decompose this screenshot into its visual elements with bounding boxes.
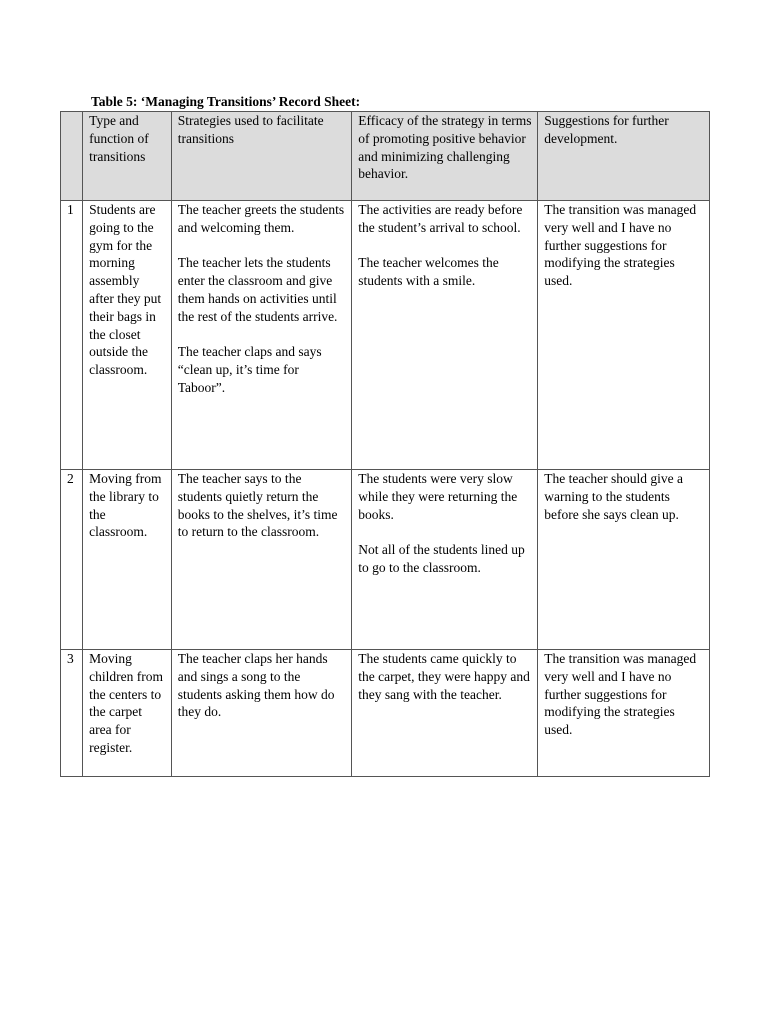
suggestions-text: The transition was managed very well and I have no further suggestions for modifying the strategies used. [544, 202, 697, 289]
efficacy-paragraph: The activities are ready before the student’s arrival to school. [358, 202, 523, 235]
suggestions-text: The transition was managed very well and I have no further suggestions for modifying the strategies used. [544, 651, 697, 738]
efficacy-cell [352, 470, 538, 650]
efficacy-paragraph: The teacher welcomes the students with a smile. [358, 255, 499, 289]
header-number [61, 112, 83, 201]
row-number: 1 [61, 201, 83, 470]
strategy-paragraph: The teacher says to the students quietly return the books to the shelves, it’s time to return to the classroom. [177, 471, 338, 540]
transition-type-cell [83, 201, 172, 470]
transition-type-cell [83, 650, 172, 777]
table-row [61, 201, 710, 470]
table-row [61, 650, 710, 777]
transition-type-text: Moving children from the centers to the carpet area for register. [89, 651, 163, 755]
efficacy-paragraph: Not all of the students lined up to go to the classroom. [358, 542, 525, 575]
strategies-cell [171, 470, 352, 650]
header-strategies: Strategies used to facilitate transitions [171, 112, 352, 201]
efficacy-paragraph: The students came quickly to the carpet, they were happy and they sang with the teacher. [358, 651, 530, 702]
header-type-function: Type and function of transitions [83, 112, 172, 201]
strategy-paragraph: The teacher claps and says “clean up, it’s time for Taboor”. [177, 344, 322, 395]
efficacy-paragraph: The students were very slow while they were returning the books. [358, 471, 518, 522]
strategy-paragraph: The teacher claps her hands and sings a song to the students asking them how do they do. [177, 651, 335, 720]
strategy-paragraph: The teacher lets the students enter the classroom and give them hands on activities until the rest of the students arrive. [177, 255, 338, 324]
suggestions-cell [538, 650, 710, 777]
transitions-record-table [60, 111, 710, 777]
header-suggestions: Suggestions for further development. [538, 112, 710, 201]
strategies-cell [171, 201, 352, 470]
strategies-cell [171, 650, 352, 777]
transition-type-text: Students are going to the gym for the morning assembly after they put their bags in the closet outside the classroom. [89, 202, 162, 378]
suggestions-text: The teacher should give a warning to the students before she says clean up. [544, 471, 683, 522]
table-header-row [61, 112, 710, 201]
efficacy-cell [352, 201, 538, 470]
header-efficacy: Efficacy of the strategy in terms of promoting positive behavior and minimizing challenging behavior. [352, 112, 538, 201]
transition-type-cell [83, 470, 172, 650]
efficacy-cell [352, 650, 538, 777]
strategy-paragraph: The teacher greets the students and welcoming them. [177, 202, 345, 235]
table-row [61, 470, 710, 650]
row-number: 3 [61, 650, 83, 777]
suggestions-cell [538, 470, 710, 650]
table-caption: Table 5: ‘Managing Transitions’ Record Sheet: [91, 94, 361, 109]
transition-type-text: Moving from the library to the classroom. [89, 471, 162, 540]
suggestions-cell [538, 201, 710, 470]
row-number: 2 [61, 470, 83, 650]
